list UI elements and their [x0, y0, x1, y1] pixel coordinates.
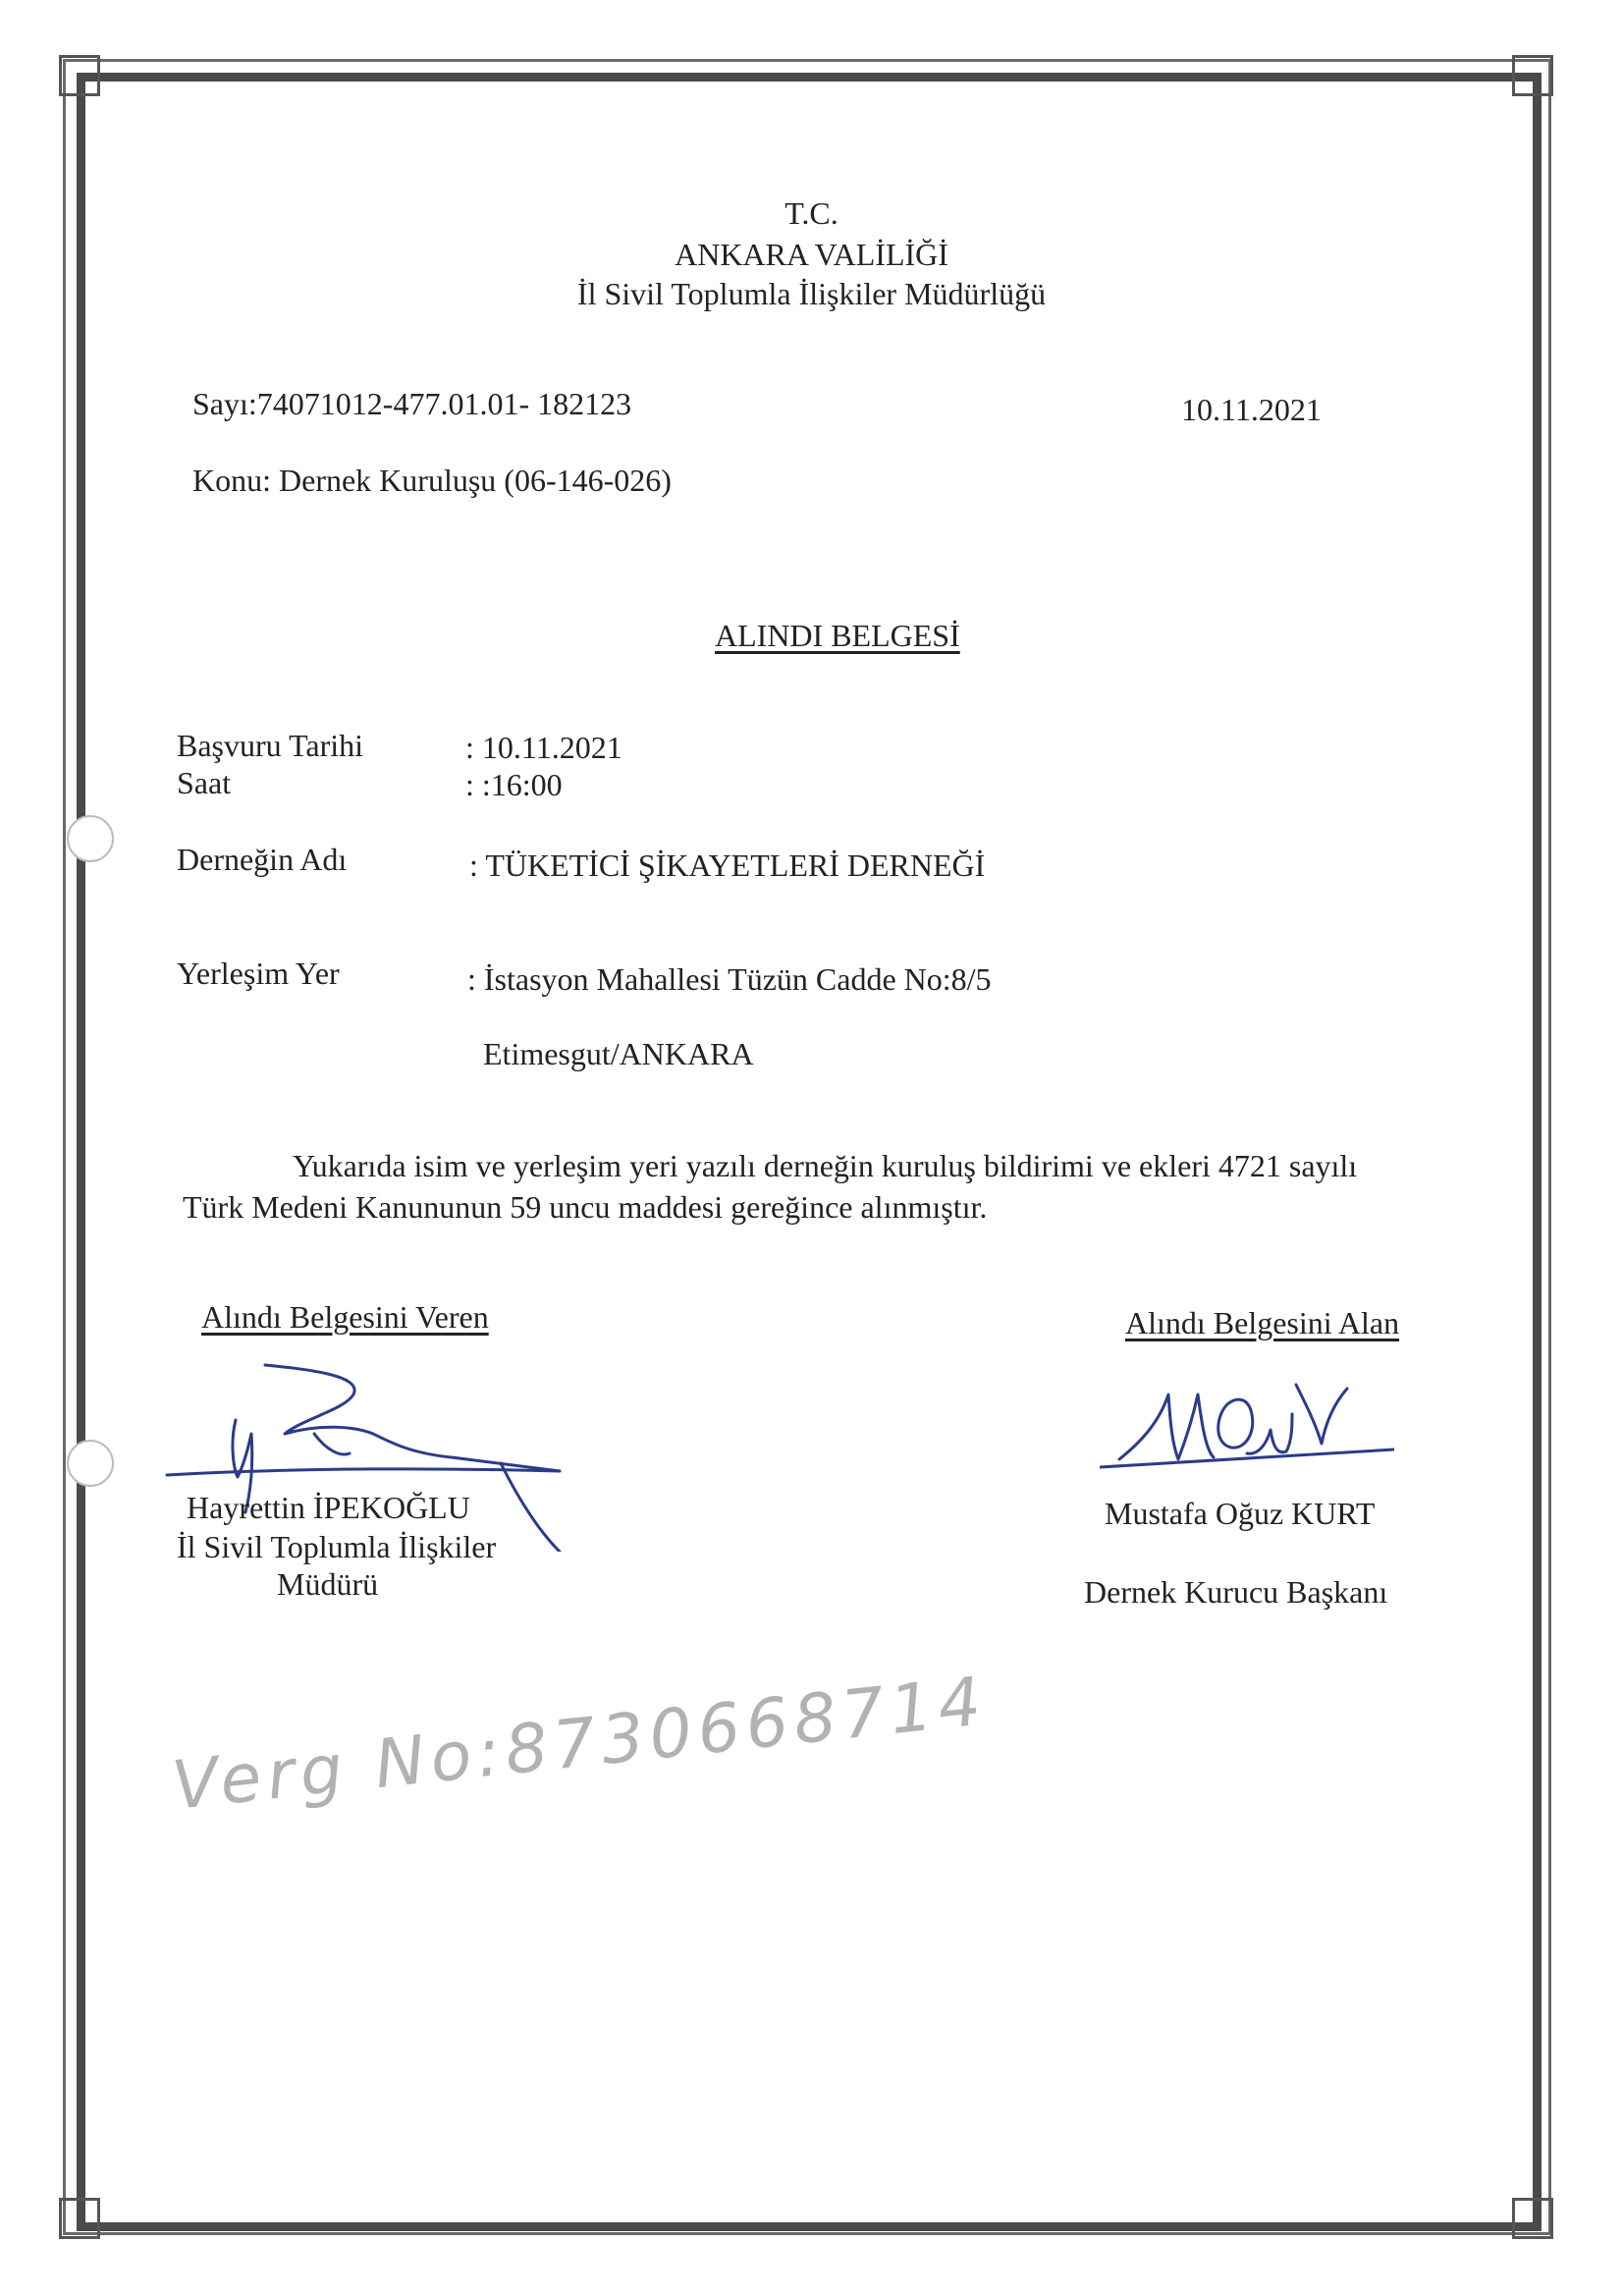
handwritten-tax-number-note: Verg No:8730668714	[168, 1663, 991, 1826]
konu-subject: Konu: Dernek Kuruluşu (06-146-026)	[192, 463, 672, 498]
right-signature-title: Alındı Belgesini Alan	[1125, 1305, 1400, 1340]
basvuru-tarihi-value: : 10.11.2021	[465, 730, 622, 765]
left-signer-name: Hayrettin İPEKOĞLU	[187, 1490, 470, 1525]
border-corner-bottom-left	[59, 2198, 100, 2239]
left-signer-role-line2: Müdürü	[277, 1566, 379, 1602]
left-signature-title: Alındı Belgesini Veren	[201, 1299, 489, 1335]
sayi-number: Sayı:74071012-477.01.01- 182123	[192, 386, 632, 421]
body-paragraph	[183, 1145, 1420, 1228]
right-signer-name: Mustafa Oğuz KURT	[1105, 1496, 1376, 1531]
dernek-adi-label: Derneğin Adı	[177, 842, 348, 877]
yerlesim-yer-value-line2: Etimesgut/ANKARA	[483, 1036, 754, 1071]
header-tc: T.C.	[784, 195, 839, 231]
document-title: ALINDI BELGESİ	[715, 618, 960, 653]
body-line-1: Yukarıda isim ve yerleşim yeri yazılı derneğin kuruluş bildirimi ve ekleri 4721 sayılı	[293, 1148, 1358, 1183]
punch-hole-top	[67, 815, 114, 862]
border-corner-bottom-right	[1512, 2198, 1553, 2239]
right-signer-role: Dernek Kurucu Başkanı	[1084, 1574, 1388, 1610]
yerlesim-yer-value-line1: : İstasyon Mahallesi Tüzün Cadde No:8/5	[467, 961, 992, 997]
header-mudurluk: İl Sivil Toplumla İlişkiler Müdürlüğü	[576, 276, 1047, 311]
dernek-adi-value: : TÜKETİCİ ŞİKAYETLERİ DERNEĞİ	[469, 847, 986, 883]
yerlesim-yer-label: Yerleşim Yer	[177, 956, 340, 991]
document-date: 10.11.2021	[1181, 392, 1322, 427]
border-corner-top-left	[59, 55, 100, 96]
left-signer-role-line1: İl Sivil Toplumla İlişkiler	[177, 1529, 497, 1564]
saat-label: Saat	[177, 765, 232, 800]
header-valilik: ANKARA VALİLİĞİ	[675, 237, 948, 272]
border-corner-top-right	[1512, 55, 1553, 96]
basvuru-tarihi-label: Başvuru Tarihi	[177, 728, 364, 763]
punch-hole-bottom	[67, 1440, 114, 1487]
right-signature-mark	[1100, 1365, 1394, 1493]
saat-value: : :16:00	[465, 767, 563, 802]
body-line-2: Türk Medeni Kanununun 59 uncu maddesi gereğince alınmıştır.	[183, 1189, 988, 1225]
